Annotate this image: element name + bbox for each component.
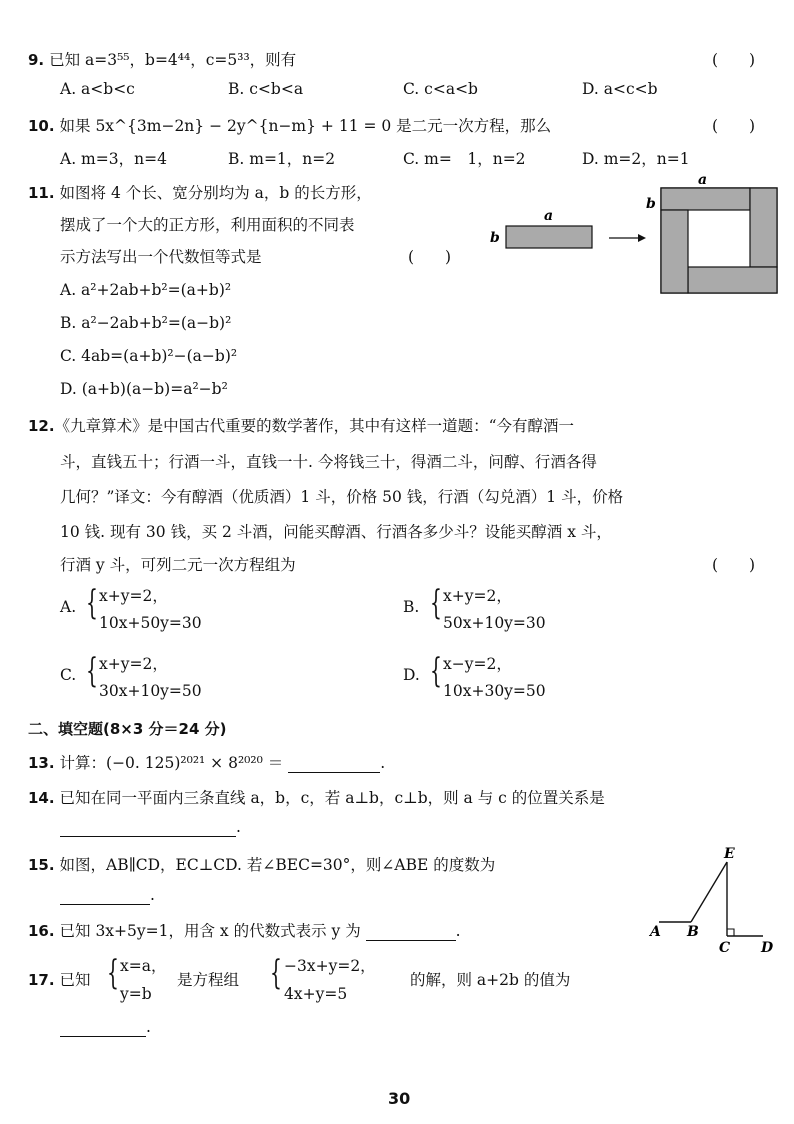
label-b: B [687,924,699,940]
q13-stem [28,751,385,773]
section-fill-in-title: 二、填空题(8×3 分＝24 分) [28,720,227,738]
q17-sol-1: x=a， [120,957,167,975]
q16-text: 已知 3x+5y=1，用含 x 的代数式表示 y 为 [59,922,361,940]
q12-option-b-eq2: 50x+10y=30 [443,614,546,632]
q10-option-d: D. m=2，n=1 [582,150,690,168]
q15-period: . [150,886,155,904]
label-a-big: a [698,172,708,188]
q12-option-c-eq1: x+y=2， [99,655,168,673]
q17-answer-line [60,1018,151,1037]
left-rectangle [661,210,688,293]
q17-number: 17. [28,971,55,989]
label-a-small: a [544,208,554,224]
q10-answer-paren: ( ) [712,117,756,135]
q17-brace-2: { [270,953,282,993]
bottom-rectangle [688,267,777,293]
q15-number: 15. [28,856,55,874]
q11-stem-line1 [28,181,372,203]
q16-stem [28,919,461,941]
q12-option-a-eq1: x+y=2， [99,587,168,605]
label-e: E [724,846,735,862]
q12-option-d-eq1: x−y=2， [443,655,512,673]
q12-option-d-eq2: 10x+30y=50 [443,682,546,700]
q15-answer-blank[interactable] [60,886,150,905]
q13-answer-blank[interactable] [288,754,380,773]
label-b-small: b [490,230,500,246]
arrow-head [638,234,646,242]
q10-text: 如果 5x^{3m−2n} − 2y^{n−m} + 11 = 0 是二元一次方程，那么 [59,117,552,135]
q12-option-a-label: A. [60,598,77,616]
q13-number: 13. [28,754,55,772]
right-angle-mark [727,929,734,936]
q10-option-c: C. m= 1，n=2 [403,150,526,168]
q17-eq-1: −3x+y=2， [284,957,376,975]
page-number: 30 [388,1089,411,1108]
label-a: A [650,924,661,940]
q12-option-c-brace: { [86,651,98,691]
q16-period: . [455,922,461,940]
q17-answer-blank[interactable] [60,1018,146,1037]
q11-option-d: D. (a+b)(a−b)=a²−b² [60,380,228,398]
q12-text-1: 《九章算术》是中国古代重要的数学著作，其中有这样一道题：“今有醇酒一 [54,417,575,435]
q13-period: . [380,754,386,772]
q15-stem [28,853,495,875]
q12-text-4: 10 钱. 现有 30 钱，买 2 斗酒，问能买醇酒、行酒各多少斗？设能买醇酒 x 斗， [60,523,612,541]
q15-text: 如图，AB∥CD，EC⊥CD. 若∠BEC=30°，则∠ABE 的度数为 [59,856,496,874]
q11-option-b: B. a²−2ab+b²=(a−b)² [60,314,232,332]
q9-answer-paren: ( ) [712,51,756,69]
q12-option-b-label: B. [403,598,420,616]
q15-figure [645,846,785,958]
q12-option-d-brace: { [430,651,442,691]
right-rectangle [750,188,777,267]
q17-stem-start [28,968,91,990]
q10-number: 10. [28,117,55,135]
q9-option-c: C. c<a<b [403,80,478,98]
q14-answer-line [60,818,241,837]
q13-text: 计算：(−0. 125)²⁰²¹ × 8²⁰²⁰ ＝ [59,754,284,772]
q11-answer-paren: ( ) [408,248,452,266]
q12-text-5: 行酒 y 斗，可列二元一次方程组为 [60,556,296,574]
q10-option-a: A. m=3，n=4 [60,150,167,168]
q12-option-b-eq1: x+y=2， [443,587,512,605]
q17-mid: 是方程组 [177,971,240,989]
q16-answer-blank[interactable] [366,922,456,941]
q9-text: 已知 a=3⁵⁵，b=4⁴⁴，c=5³³，则有 [49,51,297,69]
q9-option-a: A. a<b<c [60,80,135,98]
q12-stem-line1 [28,414,574,436]
line-be [691,862,727,922]
q17-post: 的解，则 a+2b 的值为 [410,971,571,989]
q9-option-d: D. a<c<b [582,80,658,98]
q17-sol-2: y=b [120,985,152,1003]
q9-option-b: B. c<b<a [228,80,304,98]
q17-brace-1: { [107,953,119,993]
small-rectangle [506,226,592,248]
q11-text-3: 示方法写出一个代数恒等式是 [60,248,262,266]
q9-stem [28,48,296,70]
q17-pre: 已知 [59,971,91,989]
q12-option-d-label: D. [403,666,420,684]
q14-period: . [236,818,241,836]
q14-stem [28,786,605,808]
top-rectangle [661,188,750,210]
q12-option-b-brace: { [430,583,442,623]
q9-number: 9. [28,51,45,69]
q12-option-c-eq2: 30x+10y=50 [99,682,202,700]
q10-option-b: B. m=1，n=2 [228,150,336,168]
q11-number: 11. [28,184,55,202]
q11-text-1: 如图将 4 个长、宽分别均为 a，b 的长方形， [59,184,372,202]
q12-text-2: 斗，直钱五十；行酒一斗，直钱一十. 今将钱三十，得酒二斗，问醇、行酒各得 [60,453,597,471]
q11-option-c: C. 4ab=(a+b)²−(a−b)² [60,347,238,365]
q14-answer-blank[interactable] [60,818,236,837]
q12-option-c-label: C. [60,666,77,684]
q17-eq-2: 4x+y=5 [284,985,348,1003]
q10-stem [28,114,551,136]
label-d: D [761,940,774,956]
q12-answer-paren: ( ) [712,556,756,574]
q15-answer-line [60,886,155,905]
label-b-big: b [646,196,656,212]
q17-period: . [146,1018,151,1036]
q16-number: 16. [28,922,55,940]
q12-number: 12. [28,417,55,435]
q12-option-a-eq2: 10x+50y=30 [99,614,202,632]
q12-option-a-brace: { [86,583,98,623]
q14-text: 已知在同一平面内三条直线 a，b，c，若 a⊥b，c⊥b，则 a 与 c 的位置关系是 [59,789,605,807]
q12-text-3: 几何？”译文：今有醇酒（优质酒）1 斗，价格 50 钱，行酒（勾兑酒）1 斗，价格 [60,488,624,506]
q11-figure [486,172,782,298]
q14-number: 14. [28,789,55,807]
q11-text-2: 摆成了一个大的正方形，利用面积的不同表 [60,216,355,234]
label-c: C [719,940,731,956]
q11-option-a: A. a²+2ab+b²=(a+b)² [60,281,232,299]
